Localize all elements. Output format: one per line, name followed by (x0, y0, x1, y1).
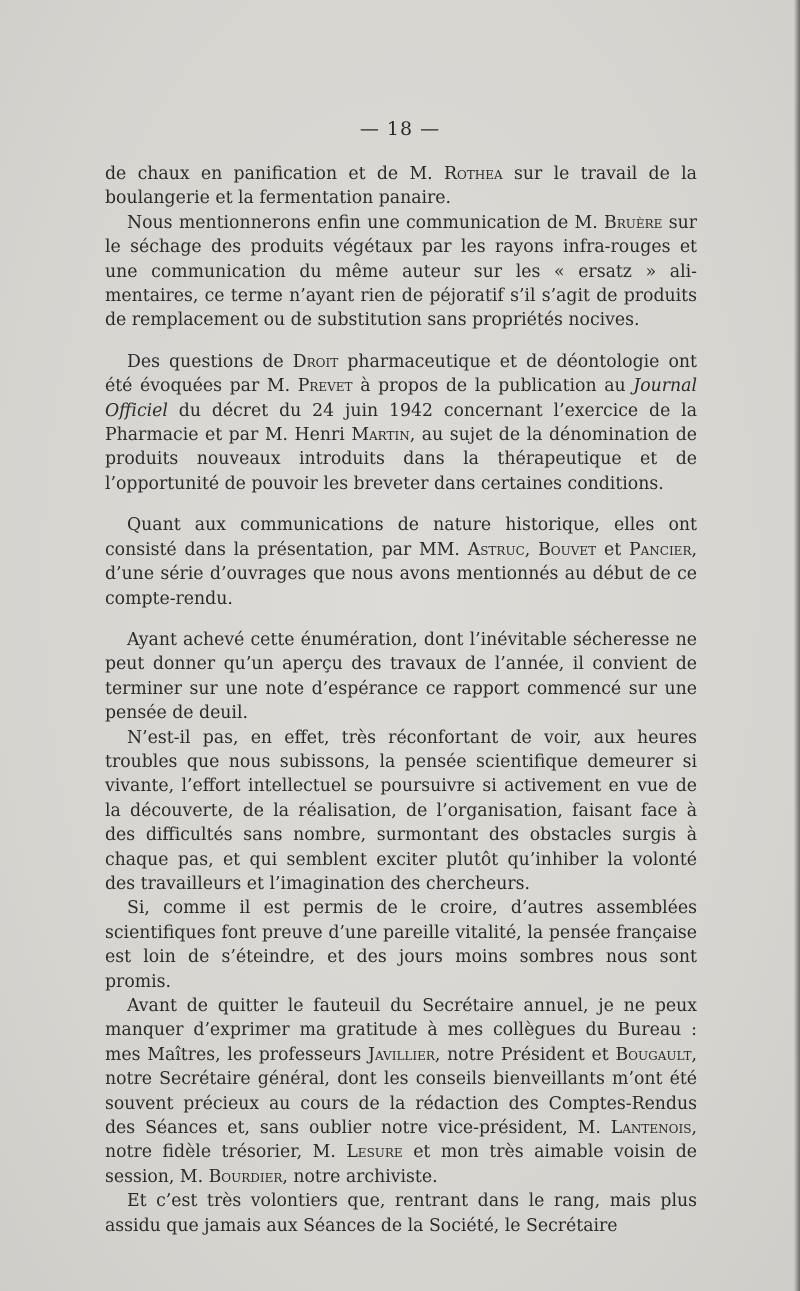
author-name-bruere: Bruère (604, 212, 663, 233)
paragraph-6: N’est-il pas, en effet, très réconfortant de voir, aux heures troubles que nous subissons, la pensée scientifique demeurer si vivante, l’effort intellectuel se poursuivre si activement en vue de la découverte, de la réalisation, de l’organisation, faisant face à des difficultés sans nombre, surmontant des obstacles surgis à chaque pas, et qui semblent exciter plutôt qu’inhiber la volonté des travailleurs et l’imagination des chercheurs. (105, 727, 697, 894)
paragraph-4: Quant aux communications de nature historique, elles ont consisté dans la présentation, par MM. Astruc, Bouvet et Pancier, d’une série d’ouvrages que nous avons mentionnés au début de ce compte-rendu. (105, 515, 697, 609)
author-name-prevet: Prevet (297, 376, 353, 397)
author-name-lantenois: Lantenois (610, 1118, 692, 1139)
author-name-rothea: Rothea (443, 164, 503, 184)
author-name-bouvet: Bouvet (538, 539, 597, 560)
author-name-bougault: Bougault (615, 1044, 692, 1065)
paragraph-2: Nous mentionnerons enfin une communication de M. Bruère sur le séchage des produits végétaux par les rayons infra-rouges et une communication du même auteur sur les « ersatz » alimentaires, ce terme n’ayant rien de péjoratif s’il s’agit de produits de remplacement ou de substitution sans propriétés nocives. (105, 212, 697, 331)
topic-droit: Droit (292, 351, 339, 372)
paragraph-7: Si, comme il est permis de le croire, d’autres assemblées scientifiques font preuve d’une pareille vitalité, la pensée française est loin de s’éteindre, et des jours moins sombres nous sont promis. (105, 898, 697, 992)
author-name-astruc: Astruc (467, 539, 525, 560)
paragraph-3: Des questions de Droit pharmaceutique et de déontologie ont été évoquées par M. Prevet à propos de la publication au Journal Officiel du décret du 24 juin 1942 concernant l’exercice de la Pharmacie et par M. Henri Martin, au sujet de la dénomination de produits nouveaux introduits dans la thérapeutique et de l’opportunité de pouvoir les breveter dans certaines conditions. (105, 351, 697, 494)
page-number: — 18 — (359, 118, 441, 140)
author-name-martin: Martin (351, 425, 410, 446)
body-text (105, 162, 697, 1238)
author-name-pancier: Pancier (628, 539, 692, 560)
paragraph-1: de chaux en panification et de M. Rothea sur le travail de la boulangerie et la fermentation panaire. (105, 164, 697, 209)
journal-title: Journal Officiel (105, 376, 697, 421)
paragraph-5: Ayant achevé cette énumération, dont l’inévitable sécheresse ne peut donner qu’un aperçu des travaux de l’année, il convient de terminer sur une note d’espérance ce rapport commencé sur une pensée de deuil. (105, 629, 697, 724)
author-name-lesure: Lesure (346, 1142, 403, 1163)
author-name-bourdier: Bourdier (208, 1166, 283, 1187)
paragraph-9: Et c’est très volontiers que, rentrant dans le rang, mais plus assidu que jamais aux Séances de la Société, le Secrétaire (105, 1191, 697, 1236)
paragraph-8: Avant de quitter le fauteuil du Secrétaire annuel, je ne peux manquer d’exprimer ma gratitude à mes collègues du Bureau : mes Maîtres, les professeurs Javillier, notre Président et Bougault, notre Secrétaire général, dont les conseils bienveillants m’ont été souvent précieux au cours de la rédaction des Comptes-Rendus des Séances et, sans oublier notre vice-président, M. Lantenois, notre fidèle trésorier, M. Lesure et mon très aimable voisin de session, M. Bourdier, notre archiviste. (105, 996, 697, 1187)
page-edge-shadow (794, 0, 800, 1291)
author-name-javillier: Javillier (368, 1044, 435, 1065)
